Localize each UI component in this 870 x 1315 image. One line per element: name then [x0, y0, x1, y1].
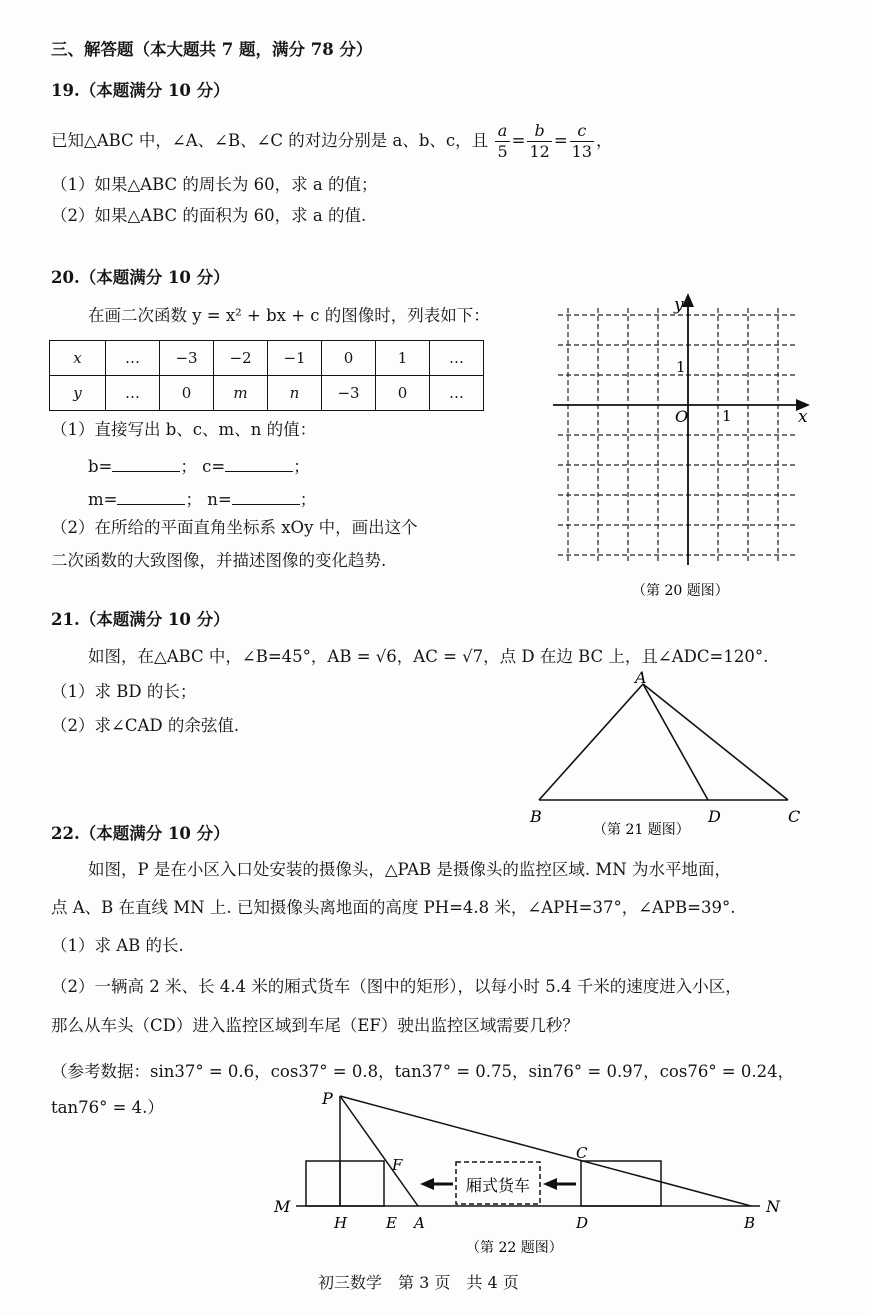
equals-sign: = [511, 131, 526, 150]
q22-line1: 如图，P 是在小区入口处安装的摄像头，△PAB 是摄像头的监控区域. MN 为水平地面， [88, 860, 731, 879]
q19-part1: （1）如果△ABC 的周长为 60，求 a 的值； [51, 175, 378, 194]
m-answer-blank[interactable] [117, 490, 185, 505]
separator: ； [299, 490, 317, 509]
table-cell: x [50, 341, 106, 376]
q20-value-table [49, 340, 484, 411]
q22-reference-line1: （参考数据：sin37° = 0.6，cos37° = 0.8，tan37° = 0.75，sin76° = 0.97，cos76° = 0.24， [51, 1062, 795, 1081]
point-f-label: F [392, 1156, 403, 1174]
grid-lines [558, 308, 796, 562]
point-b-label: B [530, 807, 542, 826]
point-a-label: A [635, 668, 647, 687]
point-m-label: M [274, 1197, 291, 1216]
q22-part2-line2: 那么从车头（CD）进入监控区域到车尾（EF）驶出监控区域需要几秒？ [51, 1016, 579, 1035]
point-n-label: N [766, 1197, 780, 1216]
n-label: n= [207, 490, 232, 509]
point-h-label: H [334, 1214, 348, 1232]
point-c-label: C [576, 1144, 588, 1162]
q20-blanks-row1 [88, 457, 310, 476]
table-cell: −1 [268, 341, 322, 376]
q21-part1: （1）求 BD 的长； [51, 682, 197, 701]
q22-header: 22.（本题满分 10 分） [51, 824, 230, 843]
page-footer: 初三数学 第 3 页 共 4 页 [318, 1273, 519, 1292]
point-b-label: B [744, 1214, 756, 1232]
table-cell: y [50, 376, 106, 411]
c-label: c= [202, 457, 226, 476]
point-d-label: D [576, 1214, 589, 1232]
q19-fraction-a: $\frac{a}{5}$ [497, 121, 508, 161]
table-cell: 1 [376, 341, 430, 376]
q21-header: 21.（本题满分 10 分） [51, 610, 230, 629]
q21-caption: （第 21 题图） [593, 822, 690, 838]
q19-stem-line [51, 117, 613, 165]
n-answer-blank[interactable] [232, 490, 300, 505]
separator: ； [293, 457, 310, 476]
b-answer-blank[interactable] [112, 457, 180, 472]
q20-part2-line2: 二次函数的大致图像，并描述图像的变化趋势. [51, 551, 387, 570]
table-cell: … [430, 376, 484, 411]
truck-rect-right [581, 1161, 661, 1206]
point-e-label: E [386, 1214, 397, 1232]
comma: ， [596, 131, 613, 150]
table-cell: −3 [160, 341, 214, 376]
q22-part1: （1）求 AB 的长. [51, 936, 184, 955]
line-pa [340, 1096, 418, 1206]
table-row [50, 341, 484, 376]
left-arrow-icon [420, 1178, 453, 1190]
table-cell: m [214, 376, 268, 411]
q21-triangle-figure [520, 668, 820, 840]
x-tick-label: 1 [722, 407, 732, 425]
q20-blanks-row2 [88, 490, 316, 509]
q20-coordinate-grid[interactable] [548, 290, 818, 600]
q19-fraction-b: $\frac{b}{12}$ [529, 121, 550, 161]
point-d-label: D [708, 807, 721, 826]
table-cell: 0 [376, 376, 430, 411]
q19-stem: 已知△ABC 中，∠A、∠B、∠C 的对边分别是 a、b、c，且 [51, 131, 489, 150]
table-cell: … [106, 376, 160, 411]
table-cell: −3 [322, 376, 376, 411]
c-answer-blank[interactable] [225, 457, 293, 472]
table-row [50, 376, 484, 411]
q21-stem: 如图，在△ABC 中，∠B=45°，AB = √6，AC = √7，点 D 在边 BC 上，且∠ADC=120°. [88, 647, 769, 666]
x-axis-label: x [798, 407, 808, 427]
table-cell: −2 [214, 341, 268, 376]
q22-part2-line1: （2）一辆高 2 米、长 4.4 米的厢式货车（图中的矩形），以每小时 5.4 千米的速度进入小区， [51, 977, 742, 996]
separator: ； [180, 457, 197, 476]
table-cell: … [430, 341, 484, 376]
point-c-label: C [788, 807, 801, 826]
triangle-lines [539, 684, 788, 800]
q22-line2: 点 A、B 在直线 MN 上. 已知摄像头离地面的高度 PH=4.8 米，∠APH=37°，∠APB=39°. [51, 898, 736, 917]
equals-sign: = [553, 131, 568, 150]
point-a-label: A [414, 1214, 425, 1232]
m-label: m= [88, 490, 118, 509]
q20-header: 20.（本题满分 10 分） [51, 268, 230, 287]
table-cell: 0 [322, 341, 376, 376]
q19-part2: （2）如果△ABC 的面积为 60，求 a 的值. [51, 206, 367, 225]
y-tick-label: 1 [676, 358, 686, 376]
b-label: b= [88, 457, 113, 476]
point-p-label: P [322, 1089, 333, 1108]
q21-part2: （2）求∠CAD 的余弦值. [51, 716, 240, 735]
table-cell: 0 [160, 376, 214, 411]
table-cell: … [106, 341, 160, 376]
origin-label: O [675, 407, 689, 426]
q20-caption: （第 20 题图） [632, 583, 729, 599]
q19-header: 19.（本题满分 10 分） [51, 81, 230, 100]
y-axis-arrow-icon [682, 293, 694, 307]
line-pb [340, 1096, 751, 1206]
q19-fraction-c: $\frac{c}{13}$ [571, 121, 592, 161]
q20-part2-line1: （2）在所给的平面直角坐标系 xOy 中，画出这个 [51, 518, 418, 537]
q20-part1: （1）直接写出 b、c、m、n 的值： [51, 420, 317, 439]
q20-stem: 在画二次函数 y = x² + bx + c 的图像时，列表如下： [88, 306, 490, 325]
q22-camera-figure [268, 1088, 788, 1260]
truck-label: 厢式货车 [466, 1176, 531, 1195]
section-title: 三、解答题（本大题共 7 题，满分 78 分） [51, 40, 373, 59]
table-cell: n [268, 376, 322, 411]
q22-reference-line2: tan76° = 4.） [51, 1098, 164, 1117]
separator: ； [185, 490, 202, 509]
truck-rect-left [306, 1161, 384, 1206]
q22-caption: （第 22 题图） [466, 1240, 563, 1256]
y-axis-label: y [674, 295, 684, 315]
left-arrow-icon [543, 1178, 576, 1190]
